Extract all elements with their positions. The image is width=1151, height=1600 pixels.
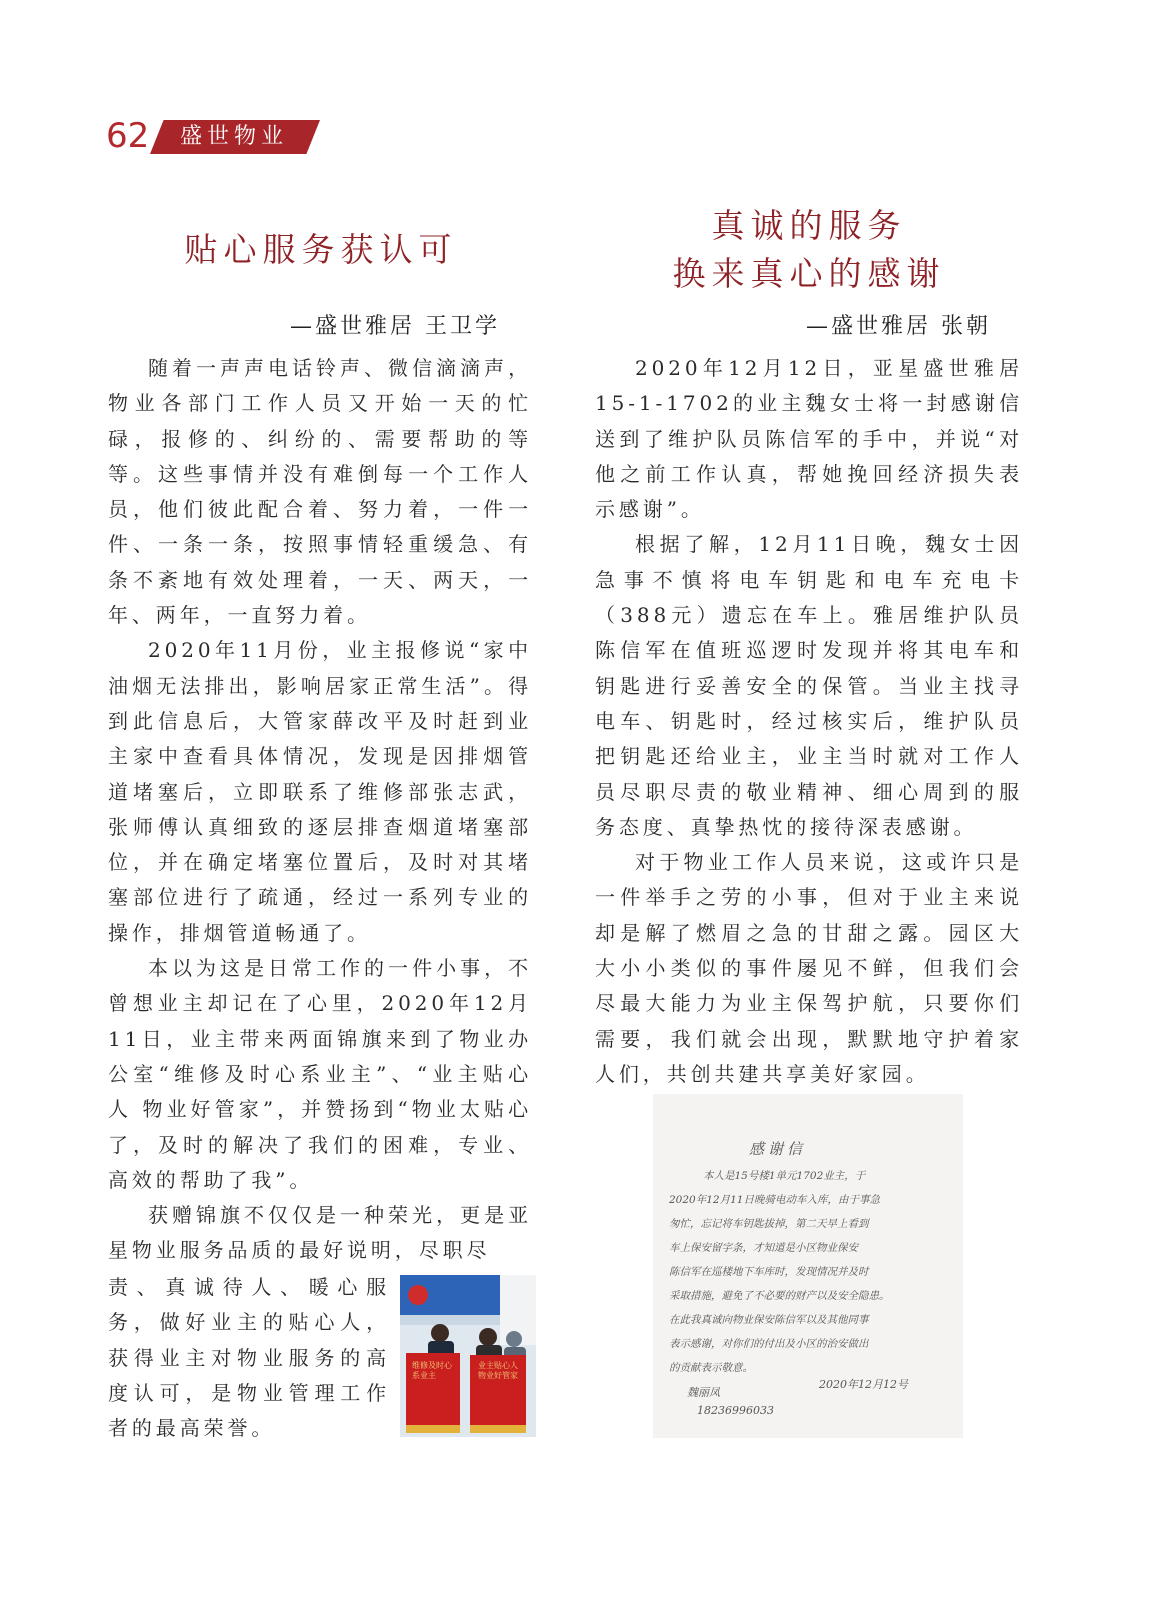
letter-line-6: 采取措施，避免了不必要的财产以及安全隐患。 — [669, 1290, 890, 1302]
left-article-wrap-text — [108, 1270, 390, 1446]
left-paragraph-5: 责、真诚待人、暖心服务，做好业主的贴心人，获得业主对物业服务的高度认可，是物业管理工作者的最高荣誉。 — [108, 1275, 390, 1441]
letter-line-4: 车上保安留字条，才知道是小区物业保安 — [669, 1242, 858, 1254]
letter-line-9: 的贡献表示敬意。 — [669, 1362, 753, 1374]
section-label: 盛世物业 — [180, 124, 289, 149]
letter-phone: 18236996033 — [697, 1404, 774, 1417]
letter-line-8: 表示感谢，对你们的付出及小区的治安做出 — [669, 1338, 869, 1350]
banner-left-text: 维修及时心系业主 — [412, 1361, 452, 1380]
photo-illustration — [400, 1275, 536, 1437]
letter-line-2: 2020年12月11日晚骑电动车入库，由于事急 — [669, 1194, 880, 1206]
letter-line-7: 在此我真诚向物业保安陈信军以及其他同事 — [669, 1314, 869, 1326]
letter-line-5: 陈信军在巡楼地下车库时，发现情况并及时 — [669, 1266, 869, 1278]
left-paragraph-2: 2020年11月份，业主报修说“家中油烟无法排出，影响居家正常生活”。得到此信息后，大管家薛改平及时赶到业主家中查看具体情况，发现是因排烟管道堵塞后，立即联系了维修部张志武，张师傅认真细致的逐层排查烟道堵塞部位，并在确定堵塞位置后，及时对其堵塞部位进行了疏通，经过一系列专业的操作，排烟管道畅通了。 — [108, 638, 532, 945]
letter-line-3: 匆忙，忘记将车钥匙拔掉，第二天早上看到 — [669, 1218, 869, 1230]
page-number: 62 — [106, 116, 150, 156]
left-article-body — [108, 351, 532, 1269]
left-paragraph-1: 随着一声声电话铃声、微信滴滴声，物业各部门工作人员又开始一天的忙碌，报修的、纠纷的、需要帮助的等等。这些事情并没有难倒每一个工作人员，他们彼此配合着、努力着，一件一件、一条一条，按照事情轻重缓急、有条不紊地有效处理着，一天、两天，一年、两年，一直努力着。 — [108, 356, 532, 628]
right-paragraph-3: 对于物业工作人员来说，这或许只是一件举手之劳的小事，但对于业主来说却是解了燃眉之急的甘甜之露。园区大大小小类似的事件屡见不鲜，但我们会尽最大能力为业主保驾护航，只要你们需要，我们就会出现，默默地守护着家人们，共创共建共享美好家园。 — [595, 850, 1023, 1086]
thank-you-letter-photo — [653, 1094, 963, 1438]
left-article-title: 贴心服务获认可 — [184, 230, 458, 269]
letter-date: 2020年12月12号 — [819, 1378, 908, 1391]
right-article-body — [595, 351, 1023, 1092]
left-paragraph-4: 获赠锦旗不仅仅是一种荣光，更是亚星物业服务品质的最好说明，尽职尽 — [108, 1203, 532, 1263]
right-article-byline: —盛世雅居 张朝 — [806, 314, 991, 339]
right-title-line2: 换来真心的感谢 — [672, 254, 946, 293]
right-paragraph-2: 根据了解，12月11日晚，魏女士因急事不慎将电车钥匙和电车充电卡（388元）遗忘在车上。雅居维护队员陈信军在值班巡逻时发现并将其电车和钥匙进行妥善安全的保管。当业主找寻电车、钥匙时，经过核实后，维护队员把钥匙还给业主，业主当时就对工作人员尽职尽责的敬业精神、细心周到的服务态度、真挚热忱的接待深表感谢。 — [595, 532, 1023, 839]
left-paragraph-3: 本以为这是日常工作的一件小事，不曾想业主却记在了心里，2020年12月11日，业主带来两面锦旗来到了物业办公室“维修及时心系业主”、“业主贴心人 物业好管家”，并赞扬到“物业太贴心了，及时的解决了我们的困难，专业、高效的帮助了我”。 — [108, 956, 532, 1192]
right-title-line1: 真诚的服务 — [711, 206, 907, 245]
letter-body — [669, 1164, 959, 1380]
left-article-byline: —盛世雅居 王卫学 — [290, 314, 500, 339]
right-article-title — [596, 202, 1022, 298]
letter-signature: 魏丽凤 — [687, 1386, 720, 1399]
banner-presentation-photo — [400, 1275, 536, 1437]
letter-line-1: 本人是15号楼1单元1702业主，于 — [703, 1170, 866, 1182]
right-paragraph-1: 2020年12月12日，亚星盛世雅居15-1-1702的业主魏女士将一封感谢信送到了维护队员陈信军的手中，并说“对他之前工作认真，帮她挽回经济损失表示感谢”。 — [595, 356, 1023, 522]
letter-heading: 感谢信 — [749, 1140, 807, 1158]
banner-right-text: 业主贴心人物业好管家 — [478, 1361, 518, 1380]
